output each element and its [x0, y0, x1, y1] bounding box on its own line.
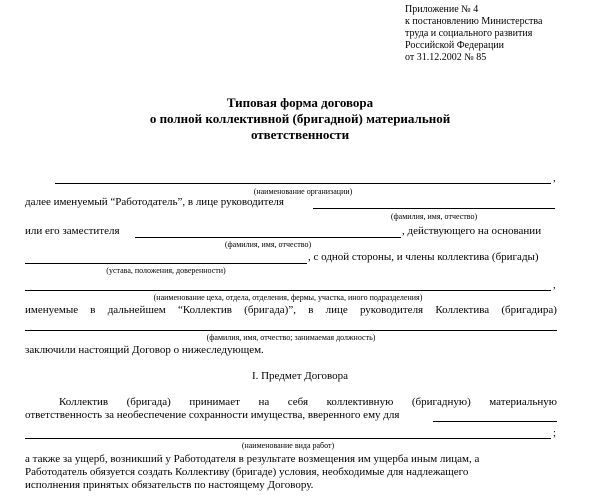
p1-word: (бригада)	[126, 396, 171, 408]
head-name-line[interactable]	[313, 208, 555, 209]
p1-word: коллективную	[326, 396, 394, 408]
paragraph-1-line-1	[59, 396, 557, 409]
caption-fio-2: (фамилия, имя, отчество)	[224, 240, 312, 249]
p1-word: (бригадную)	[411, 396, 471, 408]
deputy-name-line[interactable]	[135, 237, 401, 238]
named-text	[25, 304, 557, 317]
deputy-text: или его заместителя	[25, 225, 120, 237]
appendix-line-5: от 31.12.2002 № 85	[405, 52, 487, 63]
caption-charter: (устава, положения, доверенности)	[106, 266, 226, 275]
concluded-text: заключили настоящий Договор о нижеследующем.	[25, 344, 264, 356]
p1-word: себя	[287, 396, 309, 408]
p1-word: принимает	[189, 396, 240, 408]
title-line-1: Типовая форма договора	[226, 95, 374, 110]
unit-name-line[interactable]	[25, 290, 551, 291]
named-word: в	[308, 304, 314, 316]
paragraph-1-line-2: ответственность за необеспечение сохранности имущества, вверенного ему для	[25, 409, 400, 421]
basis-text: , действующего на основании	[402, 225, 542, 237]
named-word: дальнейшем	[107, 304, 166, 316]
named-word: руководителя	[359, 304, 424, 316]
caption-fio-position: (фамилия, имя, отчество; занимаемая должность)	[206, 333, 376, 342]
appendix-line-4: Российской Федерации	[405, 40, 505, 51]
caption-org: (наименование организации)	[253, 187, 353, 196]
appendix-line-1: Приложение № 4	[405, 4, 479, 15]
title-line-3: ответственности	[250, 127, 350, 142]
named-word: лице	[325, 304, 348, 316]
title-line-2: о полной коллективной (бригадной) материальной	[149, 111, 451, 126]
leader-name-line[interactable]	[25, 330, 557, 331]
caption-work: (наименование вида работ)	[241, 441, 335, 450]
p1-word: материальную	[489, 396, 557, 408]
appendix-line-3: труда и социального развития	[405, 28, 533, 39]
caption-fio-1: (фамилия, имя, отчество)	[390, 212, 478, 221]
comma-2: ,	[553, 279, 556, 291]
section-heading: I. Предмет Договора	[251, 370, 349, 382]
work-type-line-2[interactable]	[25, 438, 551, 439]
paragraph-2-line-2: Работодатель обязуется создать Коллективу (бригаде) условия, необходимые для надлежащего	[25, 466, 469, 478]
one-side-text: , с одной стороны, и члены коллектива (бригады)	[308, 251, 539, 263]
named-word: (бригада)”,	[244, 304, 296, 316]
named-word: “Коллектив	[177, 304, 232, 316]
named-word: в	[90, 304, 96, 316]
caption-unit: (наименование цеха, отдела, отделения, фермы, участка, иного подразделения)	[153, 293, 423, 302]
org-name-line[interactable]	[55, 183, 551, 184]
p1-word: Коллектив	[59, 396, 109, 408]
paragraph-2-line-1: а также за ущерб, возникший у Работодателя в результате возмещения им ущерба иным лицам, а	[25, 453, 480, 465]
comma-1: ,	[553, 172, 556, 184]
named-word: Коллектива	[435, 304, 490, 316]
work-type-line-1[interactable]	[433, 421, 557, 422]
appendix-line-2: к постановлению Министерства	[405, 16, 543, 27]
named-word: именуемые	[25, 304, 79, 316]
p1-word: на	[258, 396, 270, 408]
paragraph-2-line-3: исполнения принятых обязательств по настоящему Договору.	[25, 479, 314, 491]
employer-text: далее именуемый “Работодатель”, в лице руководителя	[25, 196, 284, 208]
comma-3: ;	[553, 427, 557, 439]
named-word: (бригадира)	[501, 304, 557, 316]
charter-line[interactable]	[25, 263, 307, 264]
